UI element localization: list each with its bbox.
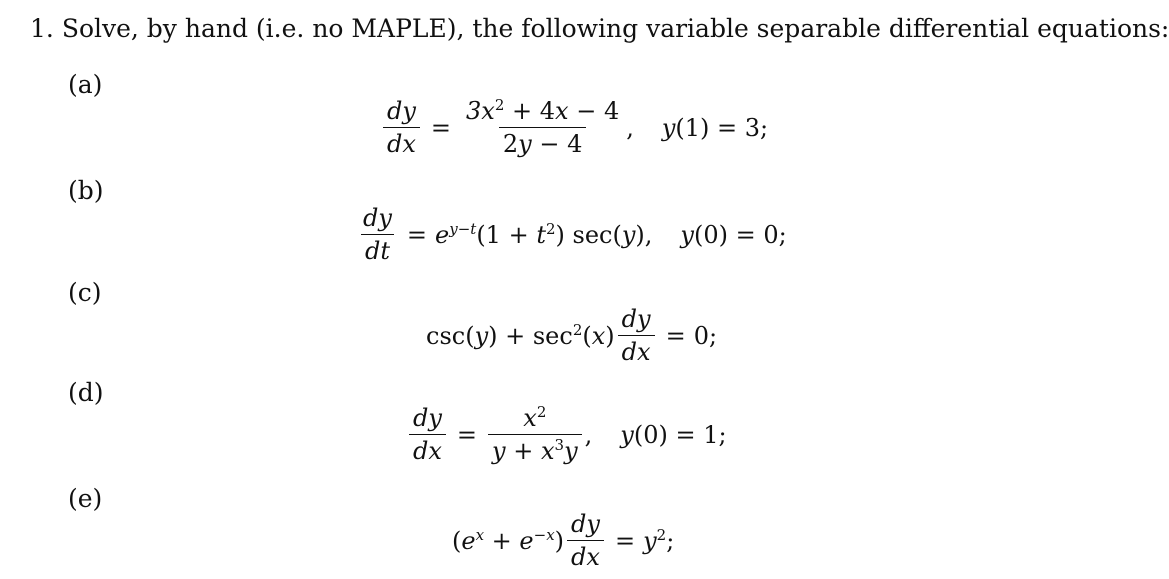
rhs-fraction: $\frac{x^2}{y + x^3y}$ [488, 404, 582, 465]
initial-condition-a: y(1) = 3; [661, 113, 769, 142]
dy-dt-fraction: $\frac{dy}{dt}$ [359, 204, 396, 265]
dy-dx-fraction: $\frac{dy}{dx}$ [383, 97, 420, 158]
problem-instruction: Solve, by hand (i.e. no MAPLE), the following variable separable differential equations: [61, 14, 1169, 43]
part-e-label: (e) [68, 484, 103, 513]
part-b-label: (b) [68, 176, 104, 205]
problem-heading [30, 14, 1169, 43]
problem-number: 1. [30, 14, 54, 43]
equation-d: $\frac{dy}{dx}$ = $\frac{x^2}{y + x^3y}$ , y(0) = 1; [406, 404, 727, 465]
part-d-label: (d) [68, 378, 104, 407]
equation-e: $(e^x + e^{-x})$ $\frac{dy}{dx}$ = $y^2$; [452, 510, 675, 571]
equation-b: $\frac{dy}{dt}$ = $e^{y-t}(1 + t^2)$ sec(y), y(0) = 0; [356, 204, 787, 265]
initial-condition-d: y(0) = 1; [620, 420, 727, 449]
equation-c: $\csc(y) + \sec^2(x)$ $\frac{dy}{dx}$ = 0; [426, 305, 718, 366]
part-a-label: (a) [68, 70, 103, 99]
part-c-label: (c) [68, 278, 102, 307]
equation-a: $\frac{dy}{dx}$ = $\frac{3x^2 + 4x - 4}{2y - 4}$ , y(1) = 3; [380, 97, 768, 158]
initial-condition-b: y(0) = 0; [680, 220, 787, 249]
rhs-fraction: $\frac{3x^2 + 4x - 4}{2y - 4}$ [466, 96, 620, 158]
dy-dx-fraction: $\frac{dy}{dx}$ [409, 404, 446, 465]
dy-dx-fraction: $\frac{dy}{dx}$ [618, 305, 655, 366]
dy-dx-fraction: $\frac{dy}{dx}$ [567, 510, 604, 571]
